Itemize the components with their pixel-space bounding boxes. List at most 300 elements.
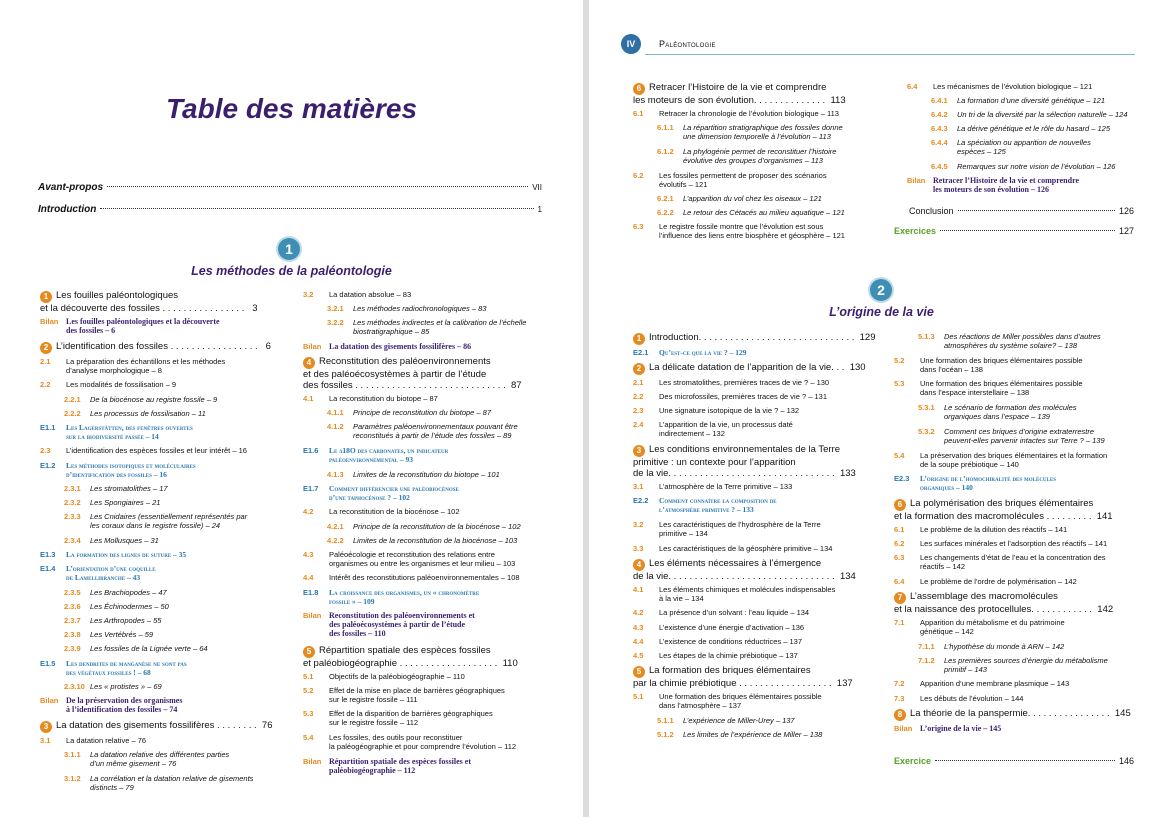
toc-chapter[interactable] (303, 645, 548, 669)
toc-subsection[interactable] (894, 403, 1139, 422)
entry-title: Les éléments chimiques et molécules indispensables à la vie – 134 (659, 584, 836, 603)
entry-number: 6.1 (633, 109, 644, 118)
toc-section[interactable] (40, 380, 285, 390)
toc-encadre[interactable] (303, 588, 548, 607)
entry-title: Les dendrites de manganèse ne sont pas des végétaux fossiles ! – 68 (66, 658, 187, 677)
toc-bilan[interactable] (40, 696, 285, 715)
entry-title: Les changements d’état de l’eau et la concentration des réactifs – 142 (920, 553, 1106, 572)
toc-subsection[interactable] (40, 644, 285, 654)
toc-entry-exercices[interactable] (894, 226, 1134, 236)
entry-title: Les Cnidaires (essentiellement représentés par les coraux dans le registre fossile) – 24 (90, 512, 248, 531)
toc-section[interactable] (633, 637, 883, 647)
toc-section[interactable] (633, 392, 883, 402)
toc-section[interactable] (303, 550, 548, 569)
toc-section[interactable] (633, 378, 883, 388)
toc-subsection[interactable] (907, 110, 1152, 120)
entry-title: L’identification des espèces fossiles et leur intérêt – 16 (66, 446, 247, 456)
entry-title: La dérive génétique et le rôle du hasard – 125 (957, 124, 1111, 134)
entry-title: Les fouilles paléontologiques et la découverte des fossiles – 6 (66, 317, 220, 335)
entry-number: 4.1.3 (327, 469, 344, 479)
toc-section[interactable] (894, 356, 1139, 375)
entry-number: 4.1.2 (327, 422, 344, 432)
part-title: L’origine de la vie (829, 305, 934, 319)
toc-subsection[interactable] (40, 602, 285, 612)
entry-page: 146 (1118, 756, 1134, 766)
entry-number: 4.1 (633, 584, 644, 594)
entry-title: La reconstitution de la biocénose – 102 (329, 507, 460, 517)
entry-title: Apparition du métabolisme et du patrimoine génétique – 142 (920, 617, 1065, 636)
toc-chapter[interactable] (633, 665, 883, 689)
toc-encadre[interactable] (633, 348, 883, 358)
toc-subsection[interactable] (894, 656, 1139, 675)
entry-title: La datation des gisements fossilifères – 86 (329, 341, 472, 351)
chapter-number: 4 (633, 559, 645, 571)
chapter-number: 6 (894, 499, 906, 511)
entry-title: Répartition spatiale des espèces fossiles et paléobiogéographie – 112 (329, 756, 471, 775)
toc-encadre[interactable] (894, 474, 1139, 493)
entry-number: Bilan (40, 696, 59, 706)
toc-chapter[interactable] (40, 341, 285, 354)
entry-title: Limites de la reconstitution du biotope – 101 (353, 469, 500, 479)
toc-section[interactable] (633, 222, 883, 241)
toc-encadre[interactable] (40, 423, 285, 442)
entry-number: 2.3.6 (64, 602, 81, 612)
toc-subsection[interactable] (40, 512, 285, 531)
toc-section[interactable] (633, 585, 883, 604)
toc-subsection[interactable] (633, 123, 883, 142)
toc-bilan[interactable] (894, 724, 1139, 734)
chapter-number: 6 (633, 83, 645, 95)
left-page (0, 0, 583, 817)
toc-subsection[interactable] (303, 536, 548, 546)
toc-section[interactable] (633, 544, 883, 554)
toc-subsection[interactable] (633, 147, 883, 166)
entry-title: De la préservation des organismes à l’identification des fossiles – 74 (66, 696, 183, 715)
entry-title: La préparation des échantillons et les méthodes d’analyse morphologique – 8 (66, 356, 226, 375)
entry-number: 2.3.7 (64, 616, 81, 626)
entry-title: L’existence de conditions réductrices – 137 (659, 636, 803, 646)
toc-section[interactable] (894, 618, 1139, 637)
entry-number: E2.1 (633, 348, 649, 357)
toc-section[interactable] (303, 686, 548, 705)
toc-subsection[interactable] (894, 427, 1139, 446)
toc-chapter[interactable] (894, 591, 1139, 615)
running-header: Paléontologie (659, 39, 716, 49)
entry-number: 2.3.5 (64, 588, 81, 597)
toc-chapter[interactable] (633, 362, 883, 375)
toc-subsection[interactable] (40, 616, 285, 626)
toc-subsection[interactable] (633, 194, 883, 204)
toc-subsection[interactable] (40, 409, 285, 419)
entry-title: La corrélation et la datation relative de gisements distincts – 79 (90, 773, 254, 792)
entry-title: La datation relative – 76 (66, 736, 147, 745)
entry-title: La datation relative des différentes parties d’un même gisement – 76 (90, 750, 230, 769)
toc-chapter[interactable] (894, 498, 1139, 522)
entry-number: 4.2 (303, 507, 314, 517)
entry-title: Les limites de l’expérience de Miller – 138 (683, 729, 823, 739)
entry-number: E1.8 (303, 587, 319, 597)
entry-number: 4.4 (633, 636, 644, 646)
chapter-title: Les éléments nécessaires à l’émergence de la vie. . . . . . . . . . . . . . . . . . . . . . . . . . . . . . . . 134 (633, 557, 856, 582)
entry-title: La présence d’un solvant : l’eau liquide – 134 (659, 608, 810, 618)
entry-number: 4.1 (303, 394, 314, 403)
entry-title: Une formation des briques élémentaires possible dans l’atmosphère – 137 (659, 691, 822, 710)
entry-number: 2.3.1 (64, 484, 81, 494)
toc-section[interactable] (303, 573, 548, 583)
entry-number: 6.4.5 (931, 162, 948, 172)
entry-number: E1.4 (40, 564, 56, 574)
entry-number: 7.1 (894, 617, 905, 627)
toc-chapter[interactable] (303, 356, 548, 391)
entry-page: 1 (537, 205, 542, 214)
entry-number: 4.3 (633, 622, 644, 632)
toc-section[interactable] (40, 736, 285, 746)
chapter-number: 3 (40, 721, 52, 733)
toc-chapter[interactable] (633, 332, 883, 345)
entry-page: VII (532, 183, 542, 192)
chapter-title: Retracer l’Histoire de la vie et comprendre les moteurs de son évolution. . . . . . . . . . . . . . 113 (633, 82, 846, 106)
entry-number: 2.1 (40, 356, 51, 366)
toc-section[interactable] (303, 709, 548, 728)
chapter-title: L’assemblage des macromolécules et la naissance des protocellules. . . . . . . . . . . . 142 (894, 590, 1114, 615)
leader-dots (935, 760, 1115, 761)
toc-section[interactable] (633, 608, 883, 618)
entry-title: Le retour des Cétacés au milieu aquatique – 121 (683, 208, 845, 218)
toc-entry-introduction[interactable] (38, 204, 542, 215)
toc-section[interactable] (633, 520, 883, 539)
entry-title: La formation d’une diversité génétique – 121 (957, 96, 1106, 106)
entry-number: Bilan (303, 611, 322, 621)
entry-title: Qu’est-ce que la vie ? – 129 (659, 348, 747, 357)
part-title: Les méthodes de la paléontologie (191, 264, 392, 278)
entry-title: Objectifs de la paléobiogéographie – 110 (329, 671, 465, 681)
entry-title: L’hypothèse du monde à ARN – 142 (944, 641, 1065, 651)
entry-title: Une formation des briques élémentaires possible dans l’océan – 138 (920, 355, 1083, 374)
toc-subsection[interactable] (303, 522, 548, 532)
chapter-number: 8 (894, 709, 906, 721)
entry-label: Avant-propos (38, 182, 103, 193)
toc-bilan[interactable] (40, 317, 285, 336)
entry-title: Les méthodes radiochronologiques – 83 (353, 304, 487, 314)
chapter-number: 2 (633, 363, 645, 375)
entry-number: Bilan (894, 723, 913, 733)
toc-chapter[interactable] (633, 444, 883, 479)
toc-section[interactable] (894, 694, 1139, 704)
entry-number: 5.2 (303, 685, 314, 695)
entry-number: 2.2.1 (64, 394, 81, 404)
entry-title: Un tri de la diversité par la sélection naturelle – 124 (957, 110, 1128, 120)
entry-title: L’atmosphère de la Terre primitive – 133 (659, 482, 793, 492)
entry-number: 5.1 (633, 691, 644, 701)
entry-title: Le problème de l’ordre de polymérisation – 142 (920, 576, 1077, 586)
toc-encadre[interactable] (40, 659, 285, 678)
toc-subsection[interactable] (40, 588, 285, 598)
toc-chapter[interactable] (633, 82, 883, 106)
entry-number: 2.2 (40, 380, 51, 390)
toc-section[interactable] (303, 290, 548, 300)
entry-title: L’origine de la vie – 145 (920, 723, 1002, 733)
entry-title: La répartition stratigraphique des fossiles donne une dimension temporelle à l’évolution – 113 (683, 123, 843, 142)
entry-number: 6.1 (894, 524, 905, 534)
entry-number: 3.2 (633, 519, 644, 529)
toc-subsection[interactable] (303, 318, 548, 337)
toc-section[interactable] (894, 539, 1139, 549)
entry-title: La datation absolue – 83 (329, 290, 412, 299)
entry-number: 4.3 (303, 549, 314, 559)
toc-subsection[interactable] (303, 304, 548, 314)
entry-title: L’expérience de Miller-Urey – 137 (683, 715, 795, 725)
toc-subsection[interactable] (633, 716, 883, 726)
entry-number: 2.4 (633, 420, 644, 430)
toc-subsection[interactable] (40, 750, 285, 769)
entry-number: 2.3 (633, 406, 644, 416)
toc-section[interactable] (40, 357, 285, 376)
entry-number: 5.3 (303, 709, 314, 719)
entry-title: Les caractéristiques de l’hydrosphère de la Terre primitive – 134 (659, 519, 821, 538)
entry-number: 7.2 (894, 679, 905, 689)
entry-number: E1.1 (40, 422, 56, 432)
chapter-title: La datation des gisements fossilifères . . . . . . . . 76 (56, 720, 273, 731)
entry-title: Les méthodes isotopiques et moléculaires d’identification des fossiles – 16 (66, 460, 196, 479)
entry-number: 5.1.2 (657, 729, 674, 739)
entry-number: 6.2 (894, 539, 905, 548)
chapter-title: La formation des briques élémentaires par la chimie prébiotique . . . . . . . . . . . . . . . . . . 137 (633, 664, 853, 689)
entry-title: La reconstitution du biotope – 87 (329, 394, 438, 403)
toc-section[interactable] (633, 420, 883, 439)
toc-section[interactable] (40, 446, 285, 456)
toc-section[interactable] (633, 171, 883, 190)
entry-number: 4.2.1 (327, 521, 344, 531)
leader-dots (940, 230, 1115, 231)
leader-dots (100, 208, 533, 209)
entry-title: Des microfossiles, premières traces de vie ? – 131 (659, 392, 827, 402)
entry-title: La phylogénie permet de reconstituer l’histoire évolutive des groupes d’organismes – 113 (683, 146, 837, 165)
entry-title: L’orientation d’une coquille de Lamellibranche – 43 (66, 564, 156, 583)
toc-section[interactable] (303, 672, 548, 682)
entry-number: 5.1 (303, 671, 314, 681)
toc-subsection[interactable] (633, 208, 883, 218)
toc-section[interactable] (907, 82, 1152, 92)
toc-encadre[interactable] (40, 550, 285, 560)
entry-label: Exercices (894, 226, 937, 236)
entry-title: Les mécanismes de l’évolution biologique – 121 (933, 82, 1093, 91)
toc-subsection[interactable] (907, 162, 1152, 172)
chapter-number: 4 (303, 357, 315, 369)
chapter-title: Les conditions environnementales de la Terre primitive : un contexte pour l’apparition de la vie. . . . . . . . . . . . . . . . . . . . . . . . . . . . . . . . 133 (633, 444, 856, 480)
toc-subsection[interactable] (894, 332, 1139, 351)
entry-number: 4.2 (633, 608, 644, 618)
entry-title: Le problème de la dilution des réactifs – 141 (920, 524, 1068, 534)
entry-number: 2.3.8 (64, 630, 81, 640)
entry-number: 6.4.4 (931, 138, 948, 148)
chapter-number: 2 (40, 342, 52, 354)
entry-number: 2.3.2 (64, 498, 81, 508)
entry-title: Les étapes de la chimie prébiotique – 137 (659, 650, 798, 660)
entry-title: Retracer la chronologie de l’évolution biologique – 113 (659, 109, 839, 118)
entry-label: Exercice (894, 756, 932, 766)
toc-section[interactable] (894, 577, 1139, 587)
entry-title: Les stromatolithes – 17 (90, 484, 168, 494)
toc-subsection[interactable] (907, 96, 1152, 106)
toc-section[interactable] (303, 507, 548, 517)
toc-column (633, 332, 883, 772)
entry-number: 3.1 (40, 736, 51, 745)
entry-number: E2.2 (633, 496, 649, 506)
toc-subsection[interactable] (40, 536, 285, 546)
toc-encadre[interactable] (303, 446, 548, 465)
toc-chapter[interactable] (894, 708, 1139, 721)
toc-entry-exercice[interactable] (894, 756, 1134, 766)
entry-title: La préservation des briques élémentaires et la formation de la soupe prébiotique – 140 (920, 450, 1108, 469)
entry-number: 3.1.2 (64, 773, 81, 783)
toc-subsection[interactable] (40, 630, 285, 640)
entry-title: Le δ18O des carbonates, un indicateur paléoenvironnemental – 93 (329, 445, 449, 464)
entry-title: Les Brachiopodes – 47 (90, 588, 167, 597)
part-number-badge: 1 (278, 238, 300, 260)
toc-subsection[interactable] (907, 138, 1152, 157)
chapter-number: 5 (303, 646, 315, 658)
entry-title: La spéciation ou apparition de nouvelles espèces – 125 (957, 138, 1091, 157)
entry-label: Introduction (38, 204, 97, 215)
toc-section[interactable] (894, 451, 1139, 470)
toc-encadre[interactable] (303, 484, 548, 503)
entry-number: E1.3 (40, 550, 56, 560)
chapter-title: L’identification des fossiles . . . . . . . . . . . . . . . . . 6 (56, 340, 271, 352)
entry-title: Principe de reconstitution du biotope – 87 (353, 408, 492, 418)
entry-number: E1.7 (303, 483, 319, 493)
toc-encadre[interactable] (40, 461, 285, 480)
toc-section[interactable] (633, 406, 883, 416)
entry-number: 6.3 (894, 553, 905, 563)
toc-section[interactable] (633, 623, 883, 633)
toc-entry-conclusion[interactable] (909, 206, 1134, 216)
entry-number: 7.1.1 (918, 641, 935, 651)
chapter-title: Reconstitution des paléoenvironnements et des paléoécosystèmes à partir de l’étude des fossiles . . . . . . . . . . . . . . . . . . . . . . . . . . . . . 87 (303, 356, 522, 391)
entry-number: 3.2.2 (327, 318, 344, 328)
toc-chapter[interactable] (40, 720, 285, 733)
toc-chapter[interactable] (633, 558, 883, 582)
toc-section[interactable] (633, 482, 883, 492)
toc-section[interactable] (303, 733, 548, 752)
toc-section[interactable] (894, 553, 1139, 572)
toc-subsection[interactable] (40, 682, 285, 692)
entry-number: 3.3 (633, 543, 644, 553)
toc-entry-avant-propos[interactable] (38, 182, 542, 193)
entry-title: Les surfaces minérales et l’adsorption des réactifs – 141 (920, 539, 1108, 548)
entry-title: L’origine de l’homochiralité des molécules organiques – 140 (920, 474, 1056, 493)
chapter-number: 1 (633, 333, 645, 345)
entry-number: 2.3.3 (64, 512, 81, 522)
chapter-title: Les fouilles paléontologiques et la découverte des fossiles . . . . . . . . . . . . . . . . 3 (40, 290, 258, 314)
entry-number: E1.5 (40, 658, 56, 668)
toc-encadre[interactable] (40, 564, 285, 583)
toc-section[interactable] (633, 692, 883, 711)
toc-subsection[interactable] (303, 408, 548, 418)
toc-bilan[interactable] (907, 176, 1152, 195)
entry-title: Retracer l’Histoire de la vie et comprendre les moteurs de son évolution – 126 (933, 176, 1080, 195)
entry-number: 2.2.2 (64, 408, 81, 418)
entry-title: Le registre fossile montre que l’évolution est sous l’influence des liens entre biosphère et géosphère – 121 (659, 222, 845, 241)
entry-title: Paléoécologie et reconstitution des relations entre organismes ou entre les organismes et leur milieu – 103 (329, 549, 516, 568)
toc-subsection[interactable] (894, 642, 1139, 652)
entry-title: Les Vertébrés – 59 (90, 630, 154, 640)
chapter-title: Introduction. . . . . . . . . . . . . . . . . . . . . . . . . . . . . . 129 (649, 332, 876, 343)
entry-title: L’apparition de la vie, un processus daté indirectement – 132 (659, 420, 793, 439)
toc-column (40, 290, 285, 800)
toc-section[interactable] (894, 379, 1139, 398)
entry-title: La croissance des organismes, un « chronomètre fossile » – 109 (329, 587, 480, 606)
toc-bilan[interactable] (303, 611, 548, 640)
toc-subsection[interactable] (907, 124, 1152, 134)
toc-bilan[interactable] (303, 342, 548, 352)
toc-subsection[interactable] (303, 470, 548, 480)
toc-column (303, 290, 548, 800)
toc-subsection[interactable] (633, 730, 883, 740)
toc-encadre[interactable] (633, 496, 883, 515)
toc-section[interactable] (894, 525, 1139, 535)
toc-subsection[interactable] (40, 395, 285, 405)
entry-number: 5.2 (894, 355, 905, 365)
toc-section[interactable] (303, 394, 548, 404)
entry-title: L’existence d’une énergie d’activation – 136 (659, 622, 805, 632)
right-page (589, 0, 1174, 817)
chapter-title: Répartition spatiale des espèces fossiles et paléobiogéographie . . . . . . . . . . . . . . . . . . . 110 (303, 644, 518, 669)
entry-title: La formation des lignes de suture – 35 (66, 550, 187, 560)
toc-bilan[interactable] (303, 757, 548, 776)
entry-title: Des réactions de Miller possibles dans d’autres atmosphères du système solaire? – 138 (944, 332, 1101, 350)
entry-number: 6.4 (907, 82, 918, 91)
entry-number: 2.3.4 (64, 536, 81, 546)
chapter-number: 3 (633, 445, 645, 457)
toc-section[interactable] (894, 679, 1139, 689)
part-number-badge: 2 (870, 279, 892, 301)
page-title: Table des matières (165, 93, 418, 124)
entry-number: E2.3 (894, 474, 910, 484)
entry-number: Bilan (303, 341, 322, 351)
toc-subsection[interactable] (40, 774, 285, 793)
entry-number: 4.4 (303, 573, 314, 583)
chapter-title: La polymérisation des briques élémentaires et la formation des macromolécules . . . . . . . . . 141 (894, 497, 1113, 522)
chapter-title: La théorie de la panspermie. . . . . . . . . . . . . . . . 145 (910, 707, 1131, 719)
entry-title: Comment connaître la composition de l’atmosphère primitive ? – 133 (659, 496, 777, 515)
toc-chapter[interactable] (40, 290, 285, 314)
entry-number: 2.2 (633, 392, 644, 402)
chapter-number: 1 (40, 291, 52, 303)
entry-title: Les Échinodermes – 50 (90, 602, 169, 612)
toc-subsection[interactable] (303, 422, 548, 441)
entry-title: Les « protistes » – 69 (90, 682, 162, 692)
entry-number: 6.2 (633, 170, 644, 180)
toc-section[interactable] (633, 109, 883, 119)
entry-title: Les fossiles permettent de proposer des scénarios évolutifs – 121 (659, 170, 827, 189)
entry-number: Bilan (303, 756, 322, 766)
entry-number: 5.1.1 (657, 715, 674, 725)
entry-title: Les caractéristiques de la géosphère primitive – 134 (659, 543, 833, 553)
toc-column (633, 82, 883, 252)
entry-number: 4.5 (633, 650, 644, 660)
entry-title: Les Lagerstätten, des fenêtres ouvertes sur la biodiversité passée – 14 (66, 422, 193, 441)
entry-number: 6.1.1 (657, 123, 674, 133)
toc-column (907, 82, 1152, 195)
entry-title: Les Spongiaires – 21 (90, 498, 161, 508)
toc-subsection[interactable] (40, 484, 285, 494)
entry-number: 6.3 (633, 222, 644, 232)
entry-number: 6.2.1 (657, 194, 674, 204)
toc-subsection[interactable] (40, 498, 285, 508)
toc-section[interactable] (633, 651, 883, 661)
chapter-badge: IV (621, 34, 641, 54)
leader-dots (958, 210, 1115, 211)
